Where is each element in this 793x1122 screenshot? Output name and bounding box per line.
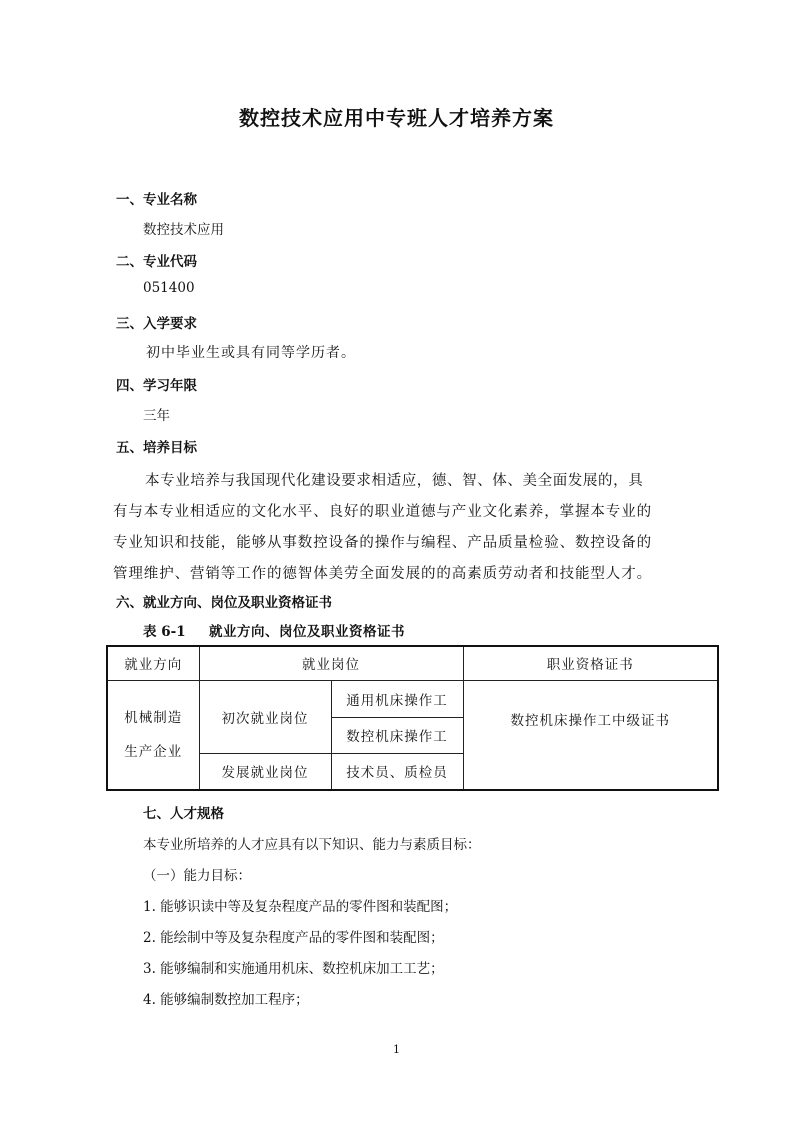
section-heading-training-goal: 五、培养目标 [116,440,197,456]
initial-job-2: 数控机床操作工 [331,717,463,753]
page-number: 1 [393,1043,400,1056]
duration-value: 三年 [143,408,170,424]
list-item: 2. 能绘制中等及复杂程度产品的零件图和装配图； [143,930,444,946]
section-heading-major-code: 二、专业代码 [116,254,197,270]
page-title: 数控技术应用中专班人才培养方案 [239,106,554,130]
initial-job-1: 通用机床操作工 [331,680,463,717]
ability-goal-subheading: （一）能力目标： [143,868,251,884]
list-item: 3. 能够编制和实施通用机床、数控机床加工工艺； [143,961,444,977]
major-code-value: 051400 [143,280,195,296]
employment-table [106,645,719,791]
direction-line: 生产企业 [124,743,183,760]
section-heading-duration: 四、学习年限 [116,378,197,394]
training-goal-paragraph [113,466,685,590]
header-certificate: 职业资格证书 [463,646,718,680]
direction-line: 机械制造 [124,709,183,726]
header-direction: 就业方向 [107,646,199,680]
section-heading-admission: 三、入学要求 [116,316,197,332]
development-position-group: 发展就业岗位 [199,753,331,790]
section-heading-employment: 六、就业方向、岗位及职业资格证书 [116,595,332,611]
section-heading-major-name: 一、专业名称 [116,192,197,208]
development-jobs: 技术员、质检员 [331,753,463,790]
list-item: 4. 能够编制数控加工程序； [143,992,309,1008]
table-caption-title: 就业方向、岗位及职业资格证书 [209,624,405,640]
list-item: 1. 能够识读中等及复杂程度产品的零件图和装配图； [143,899,458,915]
paragraph-line: 本专业培养与我国现代化建设要求相适应，德、智、体、美全面发展的，具 [145,473,644,489]
table-caption-number: 表 6-1 [143,624,186,640]
admission-value: 初中毕业生或具有同等学历者。 [146,345,356,361]
paragraph-line: 有与本专业相适应的文化水平、良好的职业道德与产业文化素养，掌握本专业的 [113,504,652,520]
header-position: 就业岗位 [199,646,463,680]
direction-cell [107,680,199,790]
initial-position-group: 初次就业岗位 [199,680,331,753]
major-name-value: 数控技术应用 [143,222,224,238]
certificate-cell: 数控机床操作工中级证书 [463,680,718,790]
paragraph-line: 管理维护、营销等工作的德智体美劳全面发展的的高素质劳动者和技能型人才。 [113,566,652,582]
section-heading-talent-spec: 七、人才规格 [143,806,224,822]
paragraph-line: 专业知识和技能，能够从事数控设备的操作与编程、产品质量检验、数控设备的 [113,535,652,551]
talent-spec-intro: 本专业所培养的人才应具有以下知识、能力与素质目标： [143,837,481,853]
